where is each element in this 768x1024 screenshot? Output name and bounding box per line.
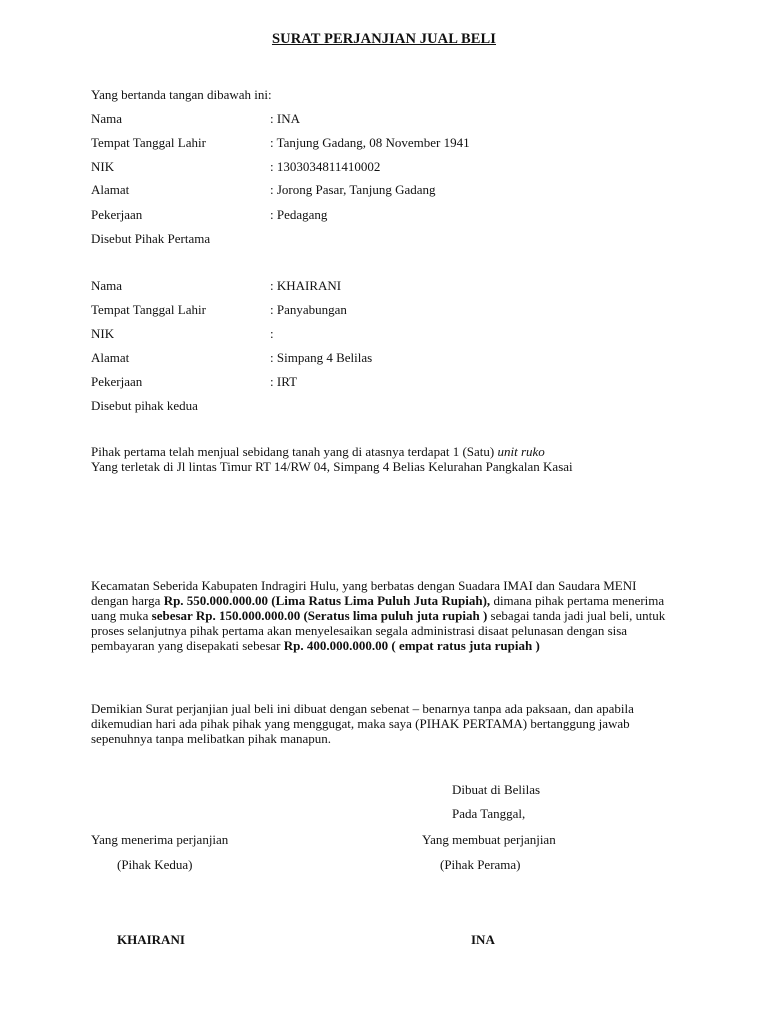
party2-address-label: Alamat	[91, 350, 130, 365]
party2-nik-label: NIK	[91, 326, 115, 341]
price-text-3: sebagai tanda jadi jual beli, untuk proses selanjutnya pihak pertama akan menyelesaikan segala administrasi disaat pelunasan dengan sisa pembayaran yang disepakati sebesar	[91, 608, 666, 653]
price-text-1: Kecamatan Seberida Kabupaten Indragiri Hulu, yang berbatas dengan Suadara IMAI dan Saudara MENI dengan harga	[91, 578, 637, 608]
receiver-name: KHAIRANI	[117, 932, 185, 947]
party1-name-value: : INA	[270, 111, 300, 126]
made-at-text: Dibuat di Belilas	[452, 782, 541, 797]
party2-designation: Disebut pihak kedua	[91, 398, 198, 413]
party1-birth-value: : Tanjung Gadang, 08 November 1941	[270, 135, 470, 150]
receiver-role: (Pihak Kedua)	[117, 857, 193, 872]
sale-statement-line2: Yang terletak di Jl lintas Timur RT 14/RW 04, Simpang 4 Belias Kelurahan Pangkalan Kasai	[91, 459, 573, 474]
party1-address-label: Alamat	[91, 182, 130, 197]
party1-job-value: : Pedagang	[270, 207, 328, 222]
maker-role: (Pihak Perama)	[440, 857, 521, 872]
party2-name-value: : KHAIRANI	[270, 278, 342, 293]
party2-nik-value: :	[270, 326, 274, 341]
maker-name: INA	[471, 932, 495, 947]
party2-address-value: : Simpang 4 Belilas	[270, 350, 373, 365]
sale-statement-text: Pihak pertama telah menjual sebidang tanah yang di atasnya terdapat 1 (Satu)	[91, 444, 498, 459]
price-text-2: dimana pihak pertama menerima uang muka	[91, 593, 665, 623]
party1-nik-value: : 1303034811410002	[270, 159, 381, 174]
party1-address-value: : Jorong Pasar, Tanjung Gadang	[270, 182, 436, 197]
sale-statement-line1	[91, 444, 545, 459]
unit-ruko-text: unit ruko	[497, 444, 545, 459]
price-remaining: Rp. 400.000.000.00 ( empat ratus juta rupiah )	[283, 638, 540, 653]
party1-name-label: Nama	[91, 111, 123, 126]
party1-job-label: Pekerjaan	[91, 207, 143, 222]
document-title: SURAT PERJANJIAN JUAL BELI	[271, 31, 497, 47]
receiver-label: Yang menerima perjanjian	[91, 832, 229, 847]
party2-birth-label: Tempat Tanggal Lahir	[91, 302, 206, 317]
price-paragraph	[91, 578, 667, 653]
closing-paragraph: Demikian Surat perjanjian jual beli ini dibuat dengan sebenat – benarnya tanpa ada paksaan, dan apabila dikemudian hari ada pihak pihak yang menggugat, maka saya (PIHAK PERTAMA) bertanggung jawab sepenuhnya tanpa melibatkan pihak manapun.	[91, 701, 634, 746]
party1-nik-label: NIK	[91, 159, 115, 174]
date-text: Pada Tanggal,	[452, 806, 526, 821]
party1-designation: Disebut Pihak Pertama	[91, 231, 211, 246]
party2-birth-value: : Panyabungan	[270, 302, 347, 317]
party2-name-label: Nama	[91, 278, 123, 293]
intro-text: Yang bertanda tangan dibawah ini:	[91, 87, 272, 102]
maker-label: Yang membuat perjanjian	[422, 832, 556, 847]
price-down-payment: sebesar Rp. 150.000.000.00 (Seratus lima puluh juta rupiah )	[151, 608, 488, 623]
party2-job-value: : IRT	[270, 374, 298, 389]
party1-birth-label: Tempat Tanggal Lahir	[91, 135, 206, 150]
price-total: Rp. 550.000.000.00 (Lima Ratus Lima Puluh Juta Rupiah),	[163, 593, 491, 608]
party2-job-label: Pekerjaan	[91, 374, 143, 389]
